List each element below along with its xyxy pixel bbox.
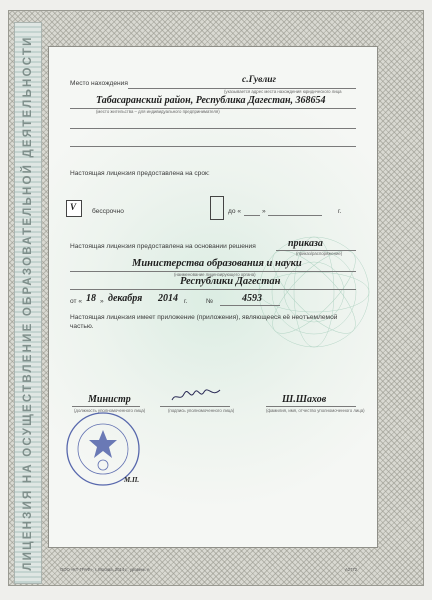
location-hint-2: (место жительства – для индивидуального предпринимателя)	[96, 109, 220, 114]
date-year: 2014	[158, 293, 178, 304]
date-year-suffix: г.	[184, 298, 188, 305]
date-day: 18	[86, 293, 96, 304]
name-underline	[266, 406, 356, 407]
until-suffix: г.	[338, 208, 342, 215]
license-page: ЛИЦЕНЗИЯ НА ОСУЩЕСТВЛЕНИЕ ОБРАЗОВАТЕЛЬНОЙ ДЕЯТЕЛЬНОСТИ Место нахождения с.Гувлиг (указывается адрес места нахождения юридического лица Табасаранский район, Республика Дагестан, 368654 (место жительства – для индивидуального предпринимателя) Настоящая лицензия предоставлена на срок: V бессрочно до « » г. Настоящая лицензия предоставлена на основании решения приказа (приказ/распоряжение) Министерства образования и науки (наименование лицензирующего органа) Республики Дагестан от « 18 » декабря 2014 г. № 4593 Настоящая лицензия имеет приложение (приложения), являющееся её неотъемлемой частью. Министр (должность уполномоченного лица) (подпись уполномоченного лица) Ш.Шахов (фамилия, имя, отчество уполномоченного лица) М.П. ООО «КТ-ГРАФ», г. Москва, 2014 г., уровень А А2772	[0, 0, 432, 600]
printer-info: ООО «КТ-ГРАФ», г. Москва, 2014 г., уровень А	[60, 567, 150, 572]
signer-name: Ш.Шахов	[282, 394, 327, 405]
name-hint: (фамилия, имя, отчество уполномоченного лица)	[266, 408, 365, 413]
form-code: А2772	[345, 567, 358, 572]
location-hint-1: (указывается адрес места нахождения юридического лица	[224, 89, 342, 94]
until-day-line	[244, 215, 260, 216]
authority-underline-2	[70, 289, 356, 290]
number-underline	[220, 305, 280, 306]
location-line-4	[70, 146, 356, 147]
authority-hint: (наименование лицензирующего органа)	[174, 272, 256, 277]
number-label: №	[206, 298, 214, 305]
position-hint: (должность уполномоченного лица)	[74, 408, 146, 413]
basis-label: Настоящая лицензия предоставлена на основании решения	[70, 243, 256, 250]
location-value-2: Табасаранский район, Республика Дагестан, 368654	[96, 95, 326, 106]
until-label: до «	[228, 208, 242, 215]
authority-line-2: Республики Дагестан	[180, 276, 281, 287]
mp-label: М.П.	[124, 476, 140, 484]
side-title: ЛИЦЕНЗИЯ НА ОСУЩЕСТВЛЕНИЕ ОБРАЗОВАТЕЛЬНОЙ ДЕЯТЕЛЬНОСТИ	[22, 35, 34, 571]
handwritten-signature	[168, 384, 224, 406]
signature-hint: (подпись уполномоченного лица)	[168, 408, 235, 413]
appendix-text: Настоящая лицензия имеет приложение (приложения), являющееся её неотъемлемой частью.	[70, 314, 338, 330]
indefinite-checkbox	[66, 200, 82, 217]
position-underline	[72, 406, 140, 407]
indefinite-label: бессрочно	[92, 208, 124, 215]
basis-doc-hint: (приказ/распоряжение)	[296, 251, 343, 256]
signature-underline	[160, 406, 230, 407]
authority-line-1: Министерства образования и науки	[132, 258, 302, 269]
location-value-1: с.Гувлиг	[242, 75, 277, 85]
license-number: 4593	[242, 293, 262, 304]
side-banner	[14, 22, 42, 584]
until-month-line	[268, 215, 322, 216]
check-mark: V	[70, 202, 77, 212]
signer-position: Министр	[88, 394, 131, 405]
date-month: декабря	[108, 293, 143, 304]
basis-doc-type: приказа	[288, 238, 323, 249]
location-label: Место нахождения	[70, 80, 128, 87]
term-label: Настоящая лицензия предоставлена на срок:	[70, 170, 210, 177]
date-prefix: от «	[70, 298, 83, 305]
location-line-3	[70, 128, 356, 129]
until-checkbox	[210, 196, 224, 220]
